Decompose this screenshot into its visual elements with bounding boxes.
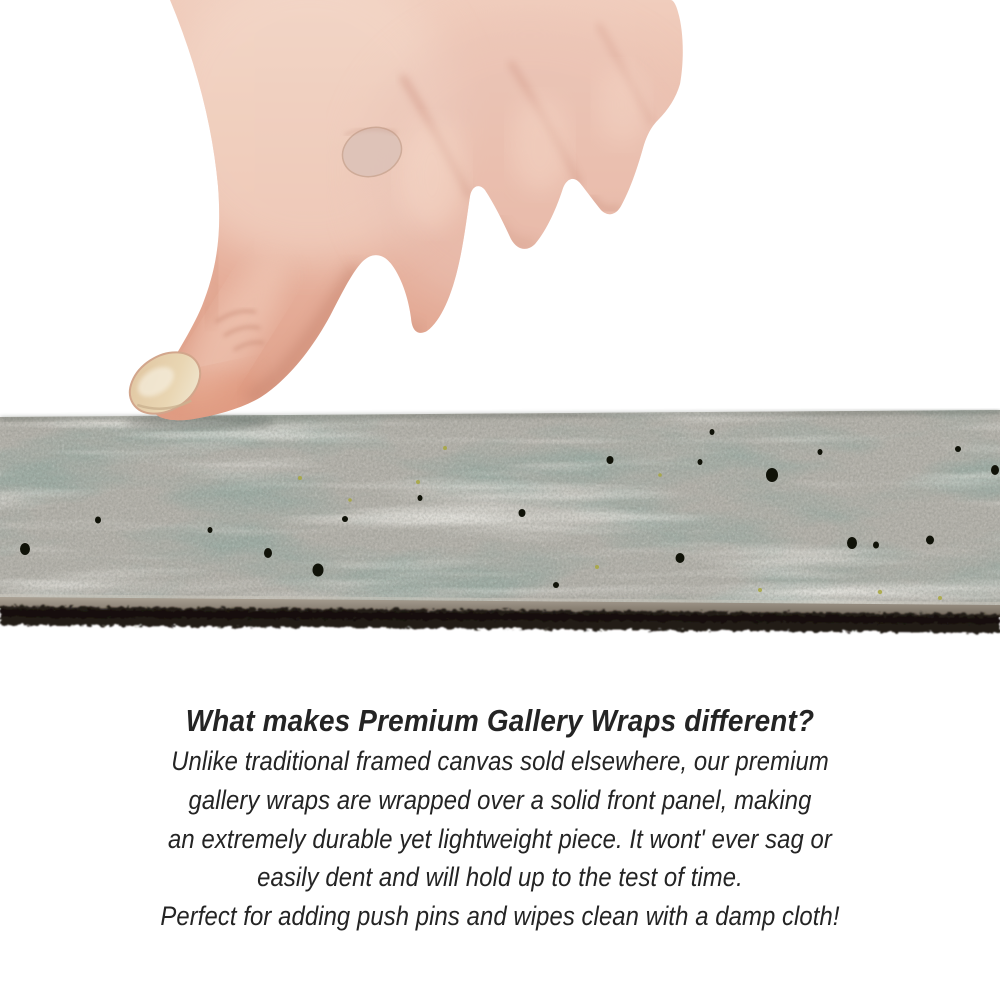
body-line: Perfect for adding push pins and wipes clean with a damp cloth! [160, 901, 840, 932]
marketing-copy [50, 700, 950, 936]
headline: What makes Premium Gallery Wraps different? [185, 703, 815, 738]
canvas-weave-grain-light [0, 410, 1000, 611]
body-line: an extremely durable yet lightweight piece. It wont' ever sag or [168, 823, 832, 854]
body-line: easily dent and will hold up to the test of time. [257, 862, 743, 893]
canvas-strip [0, 410, 1000, 633]
thumb-contact-shadow [125, 416, 275, 430]
body-line: Unlike traditional framed canvas sold elsewhere, our premium [171, 746, 829, 776]
hand-fist-thumb-down [118, 0, 700, 436]
hand-shading [141, 0, 700, 436]
body-line: gallery wraps are wrapped over a solid front panel, making [188, 784, 812, 815]
